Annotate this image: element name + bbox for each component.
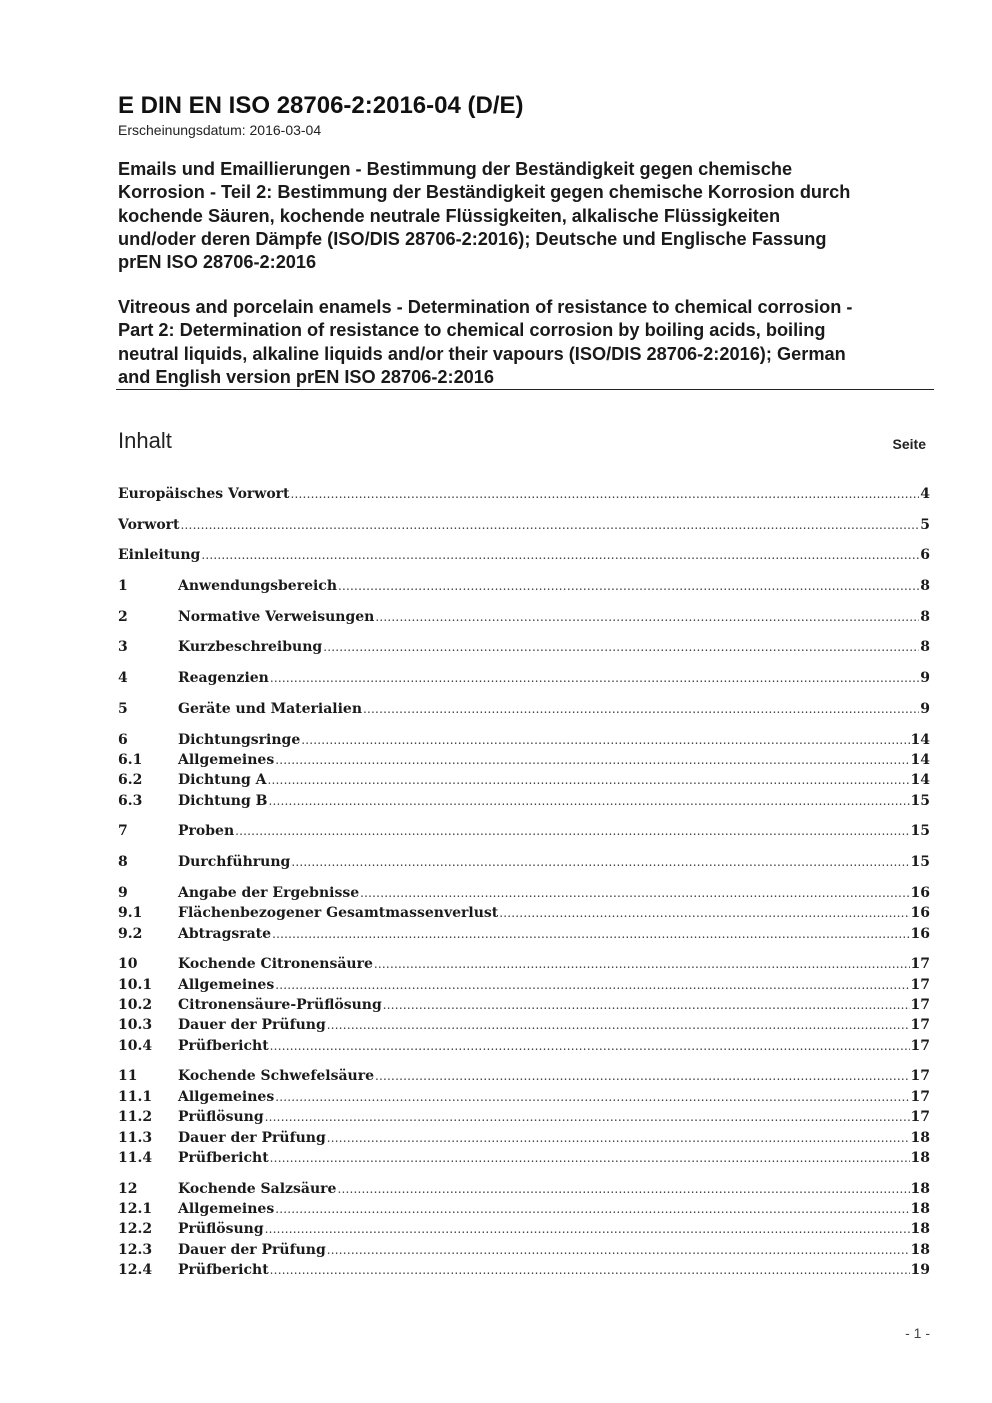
toc-entry-page: 16 (910, 884, 930, 901)
toc-entry-page: 17 (910, 976, 930, 993)
toc-entry-label: Europäisches Vorwort (118, 486, 290, 502)
toc-dot-leader (275, 978, 909, 992)
toc-entry-label: Prüflösung (178, 1221, 264, 1238)
publication-date: Erscheinungsdatum: 2016-03-04 (118, 122, 322, 138)
standard-code: E DIN EN ISO 28706-2:2016-04 (D/E) (118, 92, 524, 119)
toc-entry[interactable] (118, 732, 930, 752)
toc-dot-leader (383, 998, 910, 1012)
toc-entry-label: Abtragsrate (178, 925, 272, 942)
toc-entry-number: 12.4 (118, 1262, 153, 1279)
toc-entry-label: Dauer der Prüfung (178, 1241, 326, 1258)
toc-entry-page: 17 (910, 1037, 930, 1054)
toc-dot-leader (360, 886, 909, 900)
toc-entry[interactable] (118, 1068, 930, 1088)
toc-entry-number: 6.3 (118, 792, 143, 809)
toc-entry-label: Proben (178, 823, 235, 840)
toc-entry-page: 16 (910, 925, 930, 942)
toc-entry[interactable] (118, 486, 930, 506)
title-german: Emails und Emaillierungen - Bestimmung der Beständigkeit gegen chemische Korrosion - Teil 2: Bestimmung der Beständigkeit gegen chemische Korrosion durch kochende Säuren, kochende neutrale Flüssigkeiten, alkalische Flüssigkeiten und/oder deren Dämpfe (ISO/DIS 28706-2:2016); Deutsche und Englische Fassung prEN ISO 28706-2:2016 (118, 159, 851, 273)
title-divider (116, 389, 934, 390)
toc-entry-number: 5 (118, 700, 128, 717)
toc-entry-label: Allgemeines (178, 976, 275, 993)
toc-entry-number: 11.4 (118, 1150, 153, 1167)
toc-dot-leader (301, 733, 909, 747)
toc-entry-number: 9.2 (118, 925, 143, 942)
toc-entry[interactable] (118, 885, 930, 905)
toc-entry-number: 12.2 (118, 1221, 153, 1238)
toc-entry-page: 15 (910, 792, 930, 809)
toc-entry[interactable] (118, 1242, 930, 1262)
toc-entry-label: Dauer der Prüfung (178, 1017, 326, 1034)
document-header (118, 92, 934, 139)
toc-entry-label: Reagenzien (178, 670, 269, 687)
toc-entry[interactable] (118, 670, 930, 690)
title-english: Vitreous and porcelain enamels - Determination of resistance to chemical corrosion - Part 2: Determination of resistance to chemical corrosion by boiling acids, boiling neutral liquids, alkaline liquids and/or their vapours (ISO/DIS 28706-2:2016); German and English version prEN ISO 28706-2:2016 (118, 297, 853, 387)
toc-entry-label: Dauer der Prüfung (178, 1129, 326, 1146)
toc-entry[interactable] (118, 1221, 930, 1241)
toc-entry[interactable] (118, 793, 930, 813)
toc-entry[interactable] (118, 639, 930, 659)
toc-entry-label: Durchführung (178, 854, 291, 871)
toc-entry-label: Dichtung A (178, 772, 267, 789)
toc-entry-label: Allgemeines (178, 1088, 275, 1105)
toc-entry-number: 2 (118, 608, 128, 625)
toc-entry-page: 18 (910, 1221, 930, 1238)
toc-entry[interactable] (118, 977, 930, 997)
toc-dot-leader (337, 1182, 909, 1196)
toc-title: Inhalt (118, 428, 172, 453)
toc-entry-number: 6.2 (118, 772, 143, 789)
toc-entry-label: Kurzbeschreibung (178, 639, 323, 656)
toc-dot-leader (268, 773, 910, 787)
toc-entry-page: 17 (910, 996, 930, 1013)
toc-dot-leader (499, 906, 909, 920)
toc-entry-page: 5 (920, 516, 930, 533)
toc-entry[interactable] (118, 1262, 930, 1282)
toc-entry[interactable] (118, 578, 930, 598)
toc-entry-number: 12.1 (118, 1201, 153, 1218)
toc-dot-leader (265, 1222, 910, 1236)
toc-entry[interactable] (118, 1038, 930, 1058)
toc-entry[interactable] (118, 772, 930, 792)
toc-entry[interactable] (118, 926, 930, 946)
toc-entry-number: 9.1 (118, 905, 143, 922)
toc-entry[interactable] (118, 854, 930, 874)
toc-entry-label: Geräte und Materialien (178, 700, 363, 717)
toc-entry-page: 8 (920, 639, 930, 656)
toc-entry[interactable] (118, 1181, 930, 1201)
toc-entry[interactable] (118, 1201, 930, 1221)
toc-entry-page: 4 (920, 486, 930, 502)
toc-dot-leader (272, 927, 909, 941)
toc-entry-page: 15 (910, 854, 930, 871)
toc-entry-number: 1 (118, 578, 128, 595)
toc-entry-page: 18 (910, 1201, 930, 1218)
toc-entry-page: 17 (910, 1068, 930, 1085)
toc-entry-number: 6 (118, 731, 128, 748)
toc-entry-page: 18 (910, 1180, 930, 1197)
toc-entry[interactable] (118, 517, 930, 537)
toc-entry-label: Einleitung (118, 547, 201, 564)
toc-entry-label: Normative Verweisungen (178, 608, 375, 625)
toc-entry-label: Kochende Salzsäure (178, 1180, 337, 1197)
toc-entry[interactable] (118, 1017, 930, 1037)
toc-entry-page: 17 (910, 956, 930, 973)
toc-entry-label: Anwendungsbereich (178, 578, 337, 595)
toc-entry[interactable] (118, 1109, 930, 1129)
toc-entry[interactable] (118, 1130, 930, 1150)
toc-entry-number: 8 (118, 854, 128, 871)
toc-entry-page: 18 (910, 1129, 930, 1146)
toc-dot-leader (270, 1039, 910, 1053)
toc-entry-page: 18 (910, 1150, 930, 1167)
toc-entry-label: Prüflösung (178, 1109, 264, 1126)
toc-entry-page: 18 (910, 1241, 930, 1258)
toc-entry-label: Prüfbericht (178, 1037, 269, 1054)
toc-dot-leader (268, 794, 909, 808)
toc-entry-page: 17 (910, 1017, 930, 1034)
toc-entry-page: 15 (910, 823, 930, 840)
toc-dot-leader (265, 1110, 910, 1124)
page-number: - 1 - (905, 1325, 930, 1341)
toc-entry[interactable] (118, 1150, 930, 1170)
toc-entry[interactable] (118, 701, 930, 721)
toc-dot-leader (270, 1263, 910, 1277)
toc-entry-number: 7 (118, 823, 128, 840)
toc-entry-number: 12 (118, 1180, 138, 1197)
toc-entry-number: 3 (118, 639, 128, 656)
toc-entry[interactable] (118, 905, 930, 925)
toc-dot-leader (338, 579, 919, 593)
toc-dot-leader (181, 518, 920, 532)
toc-entry-page: 19 (910, 1262, 930, 1279)
toc-dot-leader (275, 1090, 909, 1104)
toc-dot-leader (270, 1151, 910, 1165)
toc-dot-leader (201, 548, 919, 562)
toc-entry-label: Kochende Schwefelsäure (178, 1068, 374, 1085)
toc-entry-page: 14 (910, 772, 930, 789)
toc-entry[interactable] (118, 609, 930, 629)
toc-entry-number: 10.3 (118, 1017, 153, 1034)
toc-entry-page: 16 (910, 905, 930, 922)
toc-entry-page: 9 (920, 670, 930, 687)
toc-dot-leader (291, 487, 920, 501)
toc-header (118, 428, 926, 462)
toc-entry-label: Prüfbericht (178, 1262, 269, 1279)
toc-dot-leader (327, 1131, 910, 1145)
toc-entry-number: 10.2 (118, 996, 153, 1013)
toc-entry[interactable] (118, 997, 930, 1017)
toc-dot-leader (363, 702, 919, 716)
toc-entry[interactable] (118, 956, 930, 976)
toc-entry-page: 14 (910, 731, 930, 748)
toc-entry-page: 14 (910, 751, 930, 768)
toc-dot-leader (270, 671, 919, 685)
toc-entry[interactable] (118, 547, 930, 567)
toc-entry-label: Allgemeines (178, 1201, 275, 1218)
toc-entry-number: 10.4 (118, 1037, 153, 1054)
table-of-contents (118, 486, 930, 1283)
toc-entry-number: 11.3 (118, 1129, 153, 1146)
toc-entry-number: 12.3 (118, 1241, 153, 1258)
toc-entry-number: 11 (118, 1068, 138, 1085)
toc-entry-label: Vorwort (118, 516, 180, 533)
toc-dot-leader (323, 640, 919, 654)
toc-entry-label: Kochende Citronensäure (178, 956, 373, 973)
toc-dot-leader (375, 1069, 910, 1083)
toc-entry-page: 8 (920, 578, 930, 595)
toc-dot-leader (327, 1018, 910, 1032)
toc-dot-leader (327, 1243, 910, 1257)
toc-entry[interactable] (118, 823, 930, 843)
toc-entry-page: 17 (910, 1088, 930, 1105)
toc-entry-page: 6 (920, 547, 930, 564)
toc-entry-page: 9 (920, 700, 930, 717)
toc-dot-leader (291, 855, 909, 869)
toc-entry-label: Prüfbericht (178, 1150, 269, 1167)
toc-dot-leader (375, 610, 919, 624)
toc-entry-page: 8 (920, 608, 930, 625)
toc-entry[interactable] (118, 1089, 930, 1109)
toc-entry-number: 10.1 (118, 976, 153, 993)
toc-dot-leader (235, 824, 909, 838)
toc-dot-leader (374, 957, 910, 971)
toc-entry[interactable] (118, 752, 930, 772)
toc-dot-leader (275, 1202, 909, 1216)
toc-entry-page: 17 (910, 1109, 930, 1126)
toc-entry-number: 4 (118, 670, 128, 687)
toc-entry-number: 11.2 (118, 1109, 153, 1126)
toc-dot-leader (275, 753, 909, 767)
toc-entry-label: Dichtungsringe (178, 731, 301, 748)
toc-entry-number: 10 (118, 956, 138, 973)
toc-page-label: Seite (892, 436, 926, 452)
toc-entry-label: Citronensäure-Prüflösung (178, 996, 382, 1013)
toc-entry-number: 9 (118, 884, 128, 901)
toc-entry-label: Dichtung B (178, 792, 268, 809)
toc-entry-label: Allgemeines (178, 751, 275, 768)
toc-entry-label: Angabe der Ergebnisse (178, 884, 360, 901)
toc-entry-number: 6.1 (118, 751, 143, 768)
toc-entry-label: Flächenbezogener Gesamtmassenverlust (178, 905, 499, 922)
toc-entry-number: 11.1 (118, 1088, 153, 1105)
